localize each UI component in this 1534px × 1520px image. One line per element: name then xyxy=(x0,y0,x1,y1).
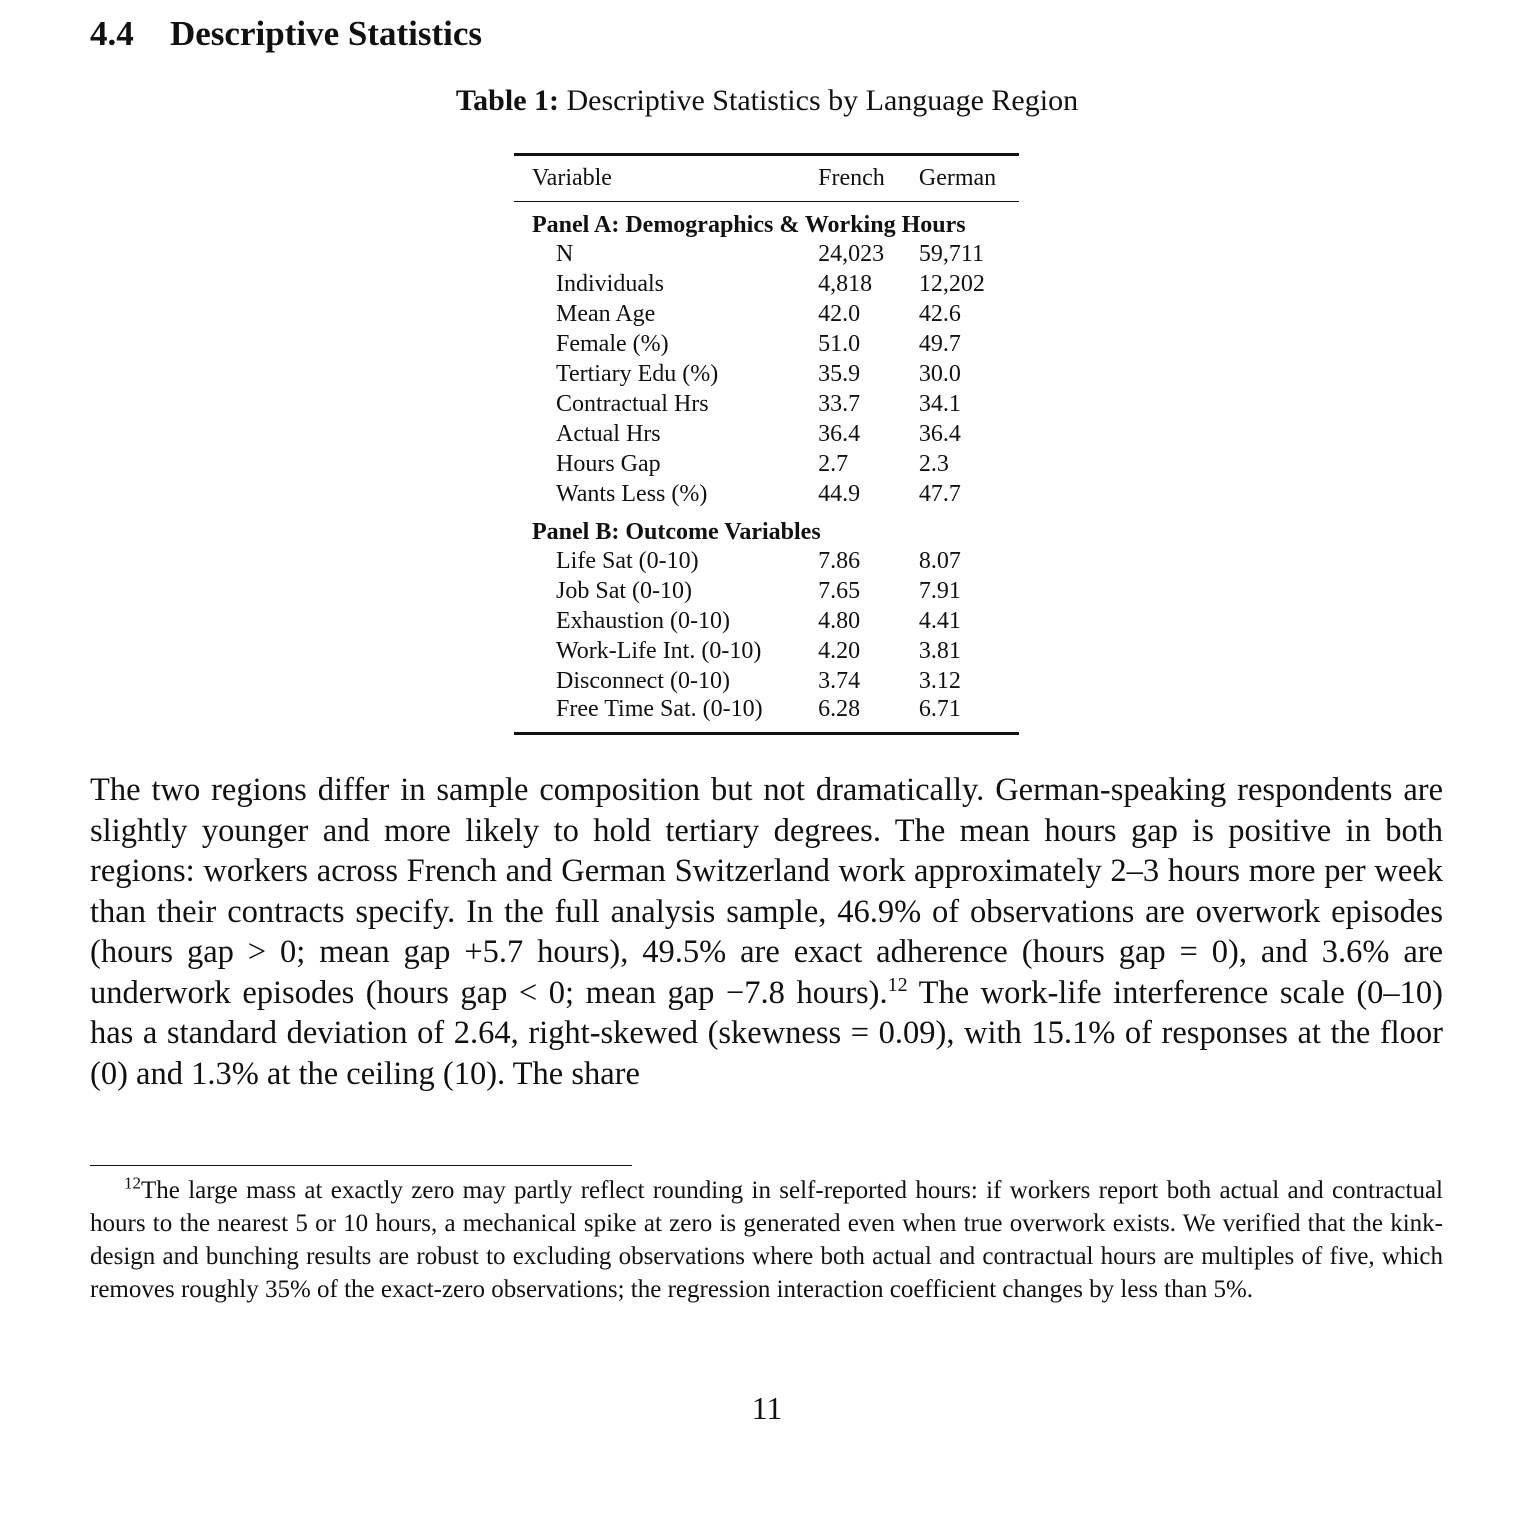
cell-french: 35.9 xyxy=(818,360,861,387)
cell-french: 4.80 xyxy=(818,607,861,634)
cell-german: 34.1 xyxy=(918,390,961,417)
table-caption-label: Table 1: xyxy=(455,84,560,117)
row-label: Wants Less (%) xyxy=(556,480,708,507)
table-header xyxy=(514,155,1019,202)
row-label: Tertiary Edu (%) xyxy=(556,360,719,387)
row-label: Work-Life Int. (0-10) xyxy=(556,637,762,664)
cell-german: 4.41 xyxy=(918,607,961,634)
panel-title: Panel A: Demographics & Working Hours xyxy=(532,212,966,238)
table-caption-text: Descriptive Statistics by Language Region xyxy=(566,84,1079,117)
table-row xyxy=(514,329,1019,359)
footnote-text: The large mass at exactly zero may partly reflect rounding in self-reported hours: if workers report both actual and contractual hours to the nearest 5 or 10 hours, a mechanical spike at zero is generated even when true overwork exists. We verified that the kink-design and bunching results are robust to excluding observations where both actual and contractual hours are multiples of five, which removes roughly 35% of the exact-zero observations; the regression interaction coefficient changes by less than 5%. xyxy=(90,1177,1443,1303)
body-text-part-2: The work-life interference scale (0–10) has a standard deviation of 2.64, right-skewed (skewness = 0.09), with 15.1% of responses at the floor (0) and 1.3% at the ceiling (10). The share xyxy=(90,974,1443,1092)
footnote xyxy=(90,1174,1443,1306)
table-row xyxy=(514,576,1019,606)
table-row xyxy=(514,479,1019,509)
table-row xyxy=(514,389,1019,419)
cell-french: 7.65 xyxy=(818,577,861,604)
row-label: Free Time Sat. (0-10) xyxy=(556,696,763,722)
section-number: 4.4 xyxy=(90,14,134,53)
row-label: Job Sat (0-10) xyxy=(556,577,692,604)
table-row xyxy=(514,269,1019,299)
column-header-german: German xyxy=(918,165,997,191)
footnote-marker: 12 xyxy=(124,1173,141,1193)
cell-french: 36.4 xyxy=(818,420,861,447)
footnote-reference[interactable]: 12 xyxy=(887,973,908,996)
panel-b xyxy=(514,509,1019,734)
body-text-part-1: The two regions differ in sample composition but not dramatically. German-speaking respondents are slightly younger and more likely to hold tertiary degrees. The mean hours gap is positive in both regions: workers across French and German Switzerland work approximately 2–3 hours more per week than their contracts specify. In the full analysis sample, 46.9% of observations are overwork episodes (hours gap > 0; mean gap +5.7 hours), 49.5% are exact adherence (hours gap = 0), and 3.6% are underwork episodes (hours gap < 0; mean gap −7.8 hours). xyxy=(90,772,1443,1011)
cell-german: 42.6 xyxy=(918,300,961,327)
table-row xyxy=(514,239,1019,269)
row-label: N xyxy=(556,240,574,267)
row-label: Female (%) xyxy=(556,330,669,357)
cell-french: 3.74 xyxy=(818,667,861,694)
row-label: Individuals xyxy=(556,270,664,297)
row-label: Hours Gap xyxy=(556,450,661,477)
row-label: Life Sat (0-10) xyxy=(556,547,699,574)
cell-german: 6.71 xyxy=(918,696,961,722)
cell-french: 24,023 xyxy=(818,240,885,267)
table-row xyxy=(514,666,1019,696)
cell-german: 8.07 xyxy=(918,547,961,574)
table-row xyxy=(514,299,1019,329)
table-row xyxy=(514,419,1019,449)
cell-german: 30.0 xyxy=(918,360,961,387)
row-label: Disconnect (0-10) xyxy=(556,667,730,694)
cell-german: 47.7 xyxy=(918,480,961,507)
table-row xyxy=(514,546,1019,576)
cell-german: 12,202 xyxy=(918,270,985,297)
panel-title: Panel B: Outcome Variables xyxy=(532,519,821,545)
section-heading xyxy=(90,14,482,54)
table-row xyxy=(514,696,1019,734)
cell-german: 36.4 xyxy=(918,420,961,447)
stats-table xyxy=(514,153,1019,735)
body-paragraph xyxy=(90,770,1443,1094)
column-header-variable: Variable xyxy=(532,165,612,191)
cell-german: 3.81 xyxy=(918,637,961,664)
row-label: Mean Age xyxy=(556,300,656,327)
row-label: Exhaustion (0-10) xyxy=(556,607,730,634)
table-row xyxy=(514,606,1019,636)
cell-german: 59,711 xyxy=(918,240,984,267)
cell-german: 7.91 xyxy=(918,577,961,604)
page-number: 11 xyxy=(751,1390,783,1426)
cell-french: 4.20 xyxy=(818,637,861,664)
cell-french: 4,818 xyxy=(818,270,873,297)
cell-french: 7.86 xyxy=(818,547,861,574)
table-caption xyxy=(0,84,1534,118)
cell-german: 3.12 xyxy=(918,667,961,694)
cell-german: 49.7 xyxy=(918,330,961,357)
cell-german: 2.3 xyxy=(918,450,949,477)
stats-table-container xyxy=(514,153,1019,735)
cell-french: 44.9 xyxy=(818,480,861,507)
table-row xyxy=(514,636,1019,666)
column-header-french: French xyxy=(818,165,885,191)
table-row xyxy=(514,449,1019,479)
cell-french: 2.7 xyxy=(818,450,849,477)
table-row xyxy=(514,359,1019,389)
footnote-rule xyxy=(90,1165,632,1166)
cell-french: 42.0 xyxy=(818,300,861,327)
row-label: Actual Hrs xyxy=(556,420,661,447)
section-title: Descriptive Statistics xyxy=(170,14,483,53)
row-label: Contractual Hrs xyxy=(556,390,709,417)
cell-french: 51.0 xyxy=(818,330,861,357)
cell-french: 33.7 xyxy=(818,390,861,417)
panel-a xyxy=(514,202,1019,510)
cell-french: 6.28 xyxy=(818,696,861,722)
